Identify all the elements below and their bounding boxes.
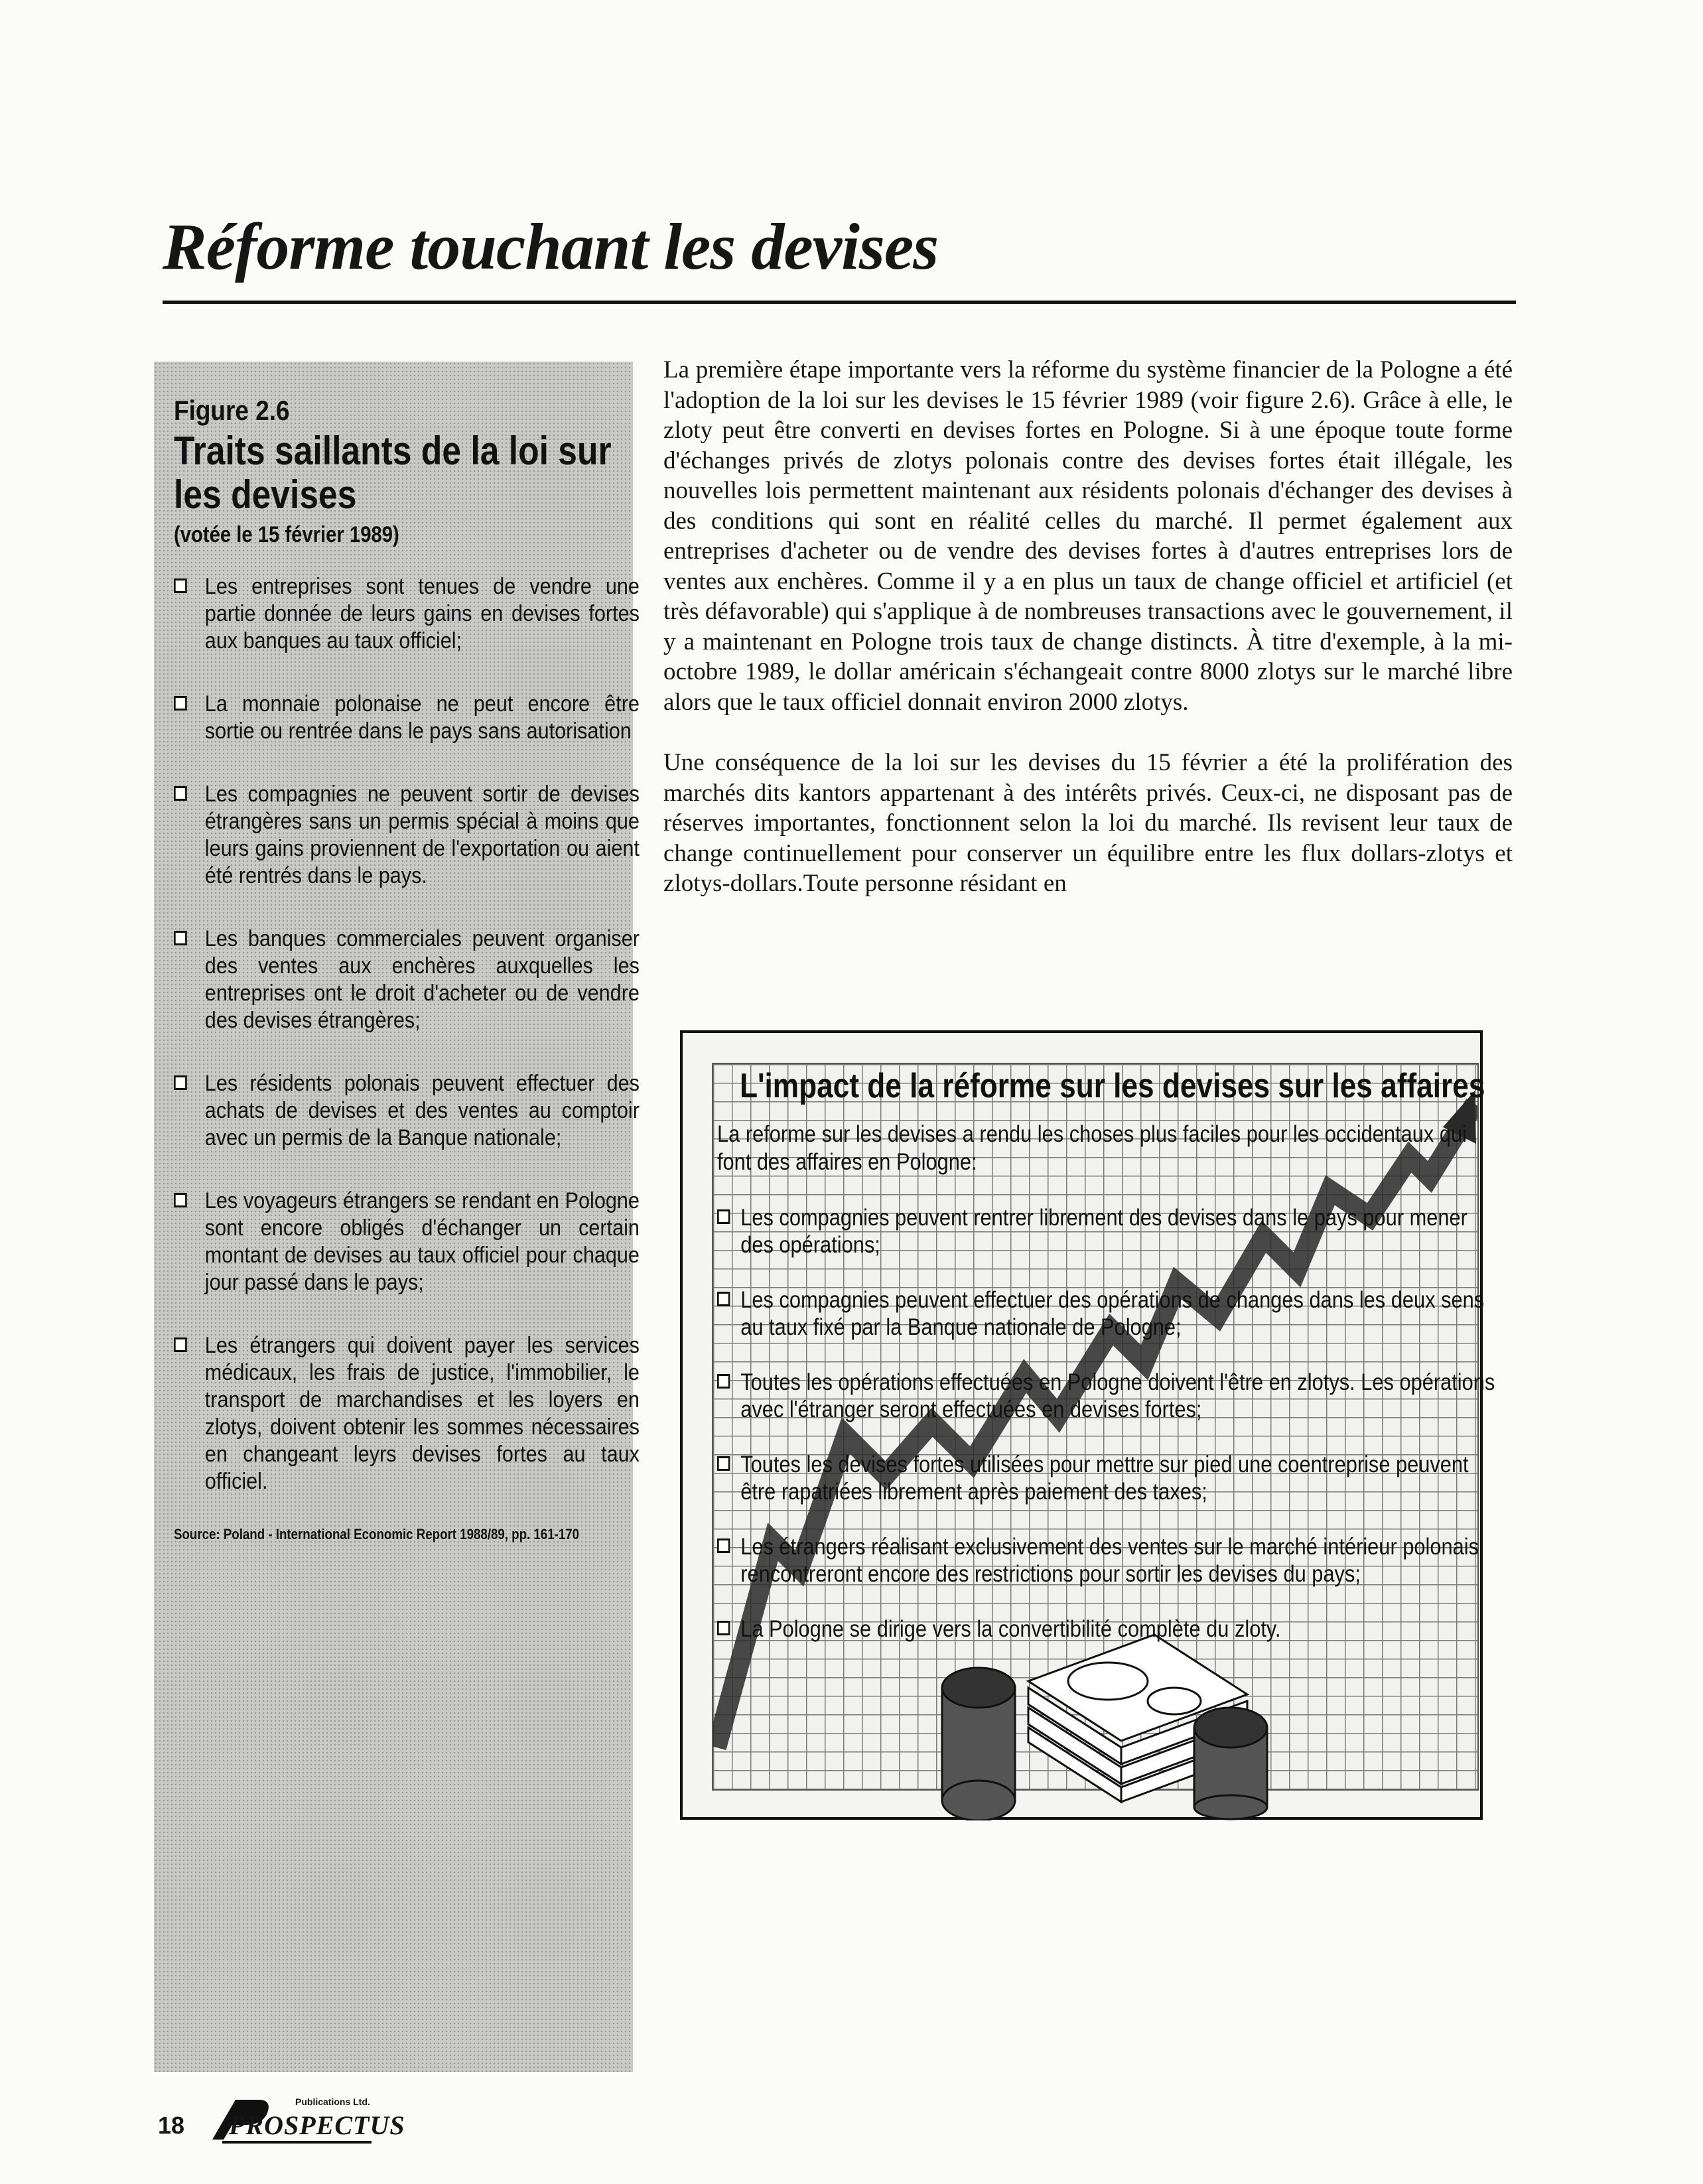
checkbox-icon bbox=[174, 1075, 187, 1090]
body-text bbox=[663, 355, 1513, 899]
checkbox-icon bbox=[717, 1456, 730, 1471]
paragraph: Une conséquence de la loi sur les devises du 15 février a été la prolifération des marchés dits kantors appartenant à des intérêts privés. Ceux-ci, ne disposant pas de réserves importantes, fonctionnent selon la loi du marché. Ils revisent leur taux de change continuellement pour conserver un équilibre entre les flux dollars-zlotys et zlotys-dollars.Toute personne résidant en bbox=[663, 749, 1513, 897]
list-item: Les banques commerciales peuvent organiser des ventes aux enchères auxquelles les entreprises ont le droit d'acheter ou de vendre des devises étrangères; bbox=[174, 925, 640, 1034]
inset-intro: La reforme sur les devises a rendu les choses plus faciles pour les occidentaux qui font des affaires en Pologne: bbox=[717, 1121, 1467, 1175]
inset-title: L'impact de la réforme sur les devises sur les affaires bbox=[740, 1067, 1485, 1105]
list-item: Toutes les opérations effectuées en Pologne doivent l'être en zlotys. Les opérations avec l'étranger seront effectuées en devises fortes; bbox=[717, 1369, 1499, 1423]
list-item: Les compagnies peuvent rentrer librement des devises dans le pays pour mener des opérations; bbox=[717, 1204, 1499, 1259]
figure-subtitle: (votée le 15 février 1989) bbox=[174, 522, 399, 547]
page-number: 18 bbox=[158, 2112, 185, 2139]
figure-label: Figure 2.6 bbox=[174, 395, 290, 426]
checkbox-icon bbox=[174, 696, 187, 711]
impact-inset-box bbox=[680, 1030, 1495, 1820]
figure-source: Source: Poland - International Economic Report 1988/89, pp. 161-170 bbox=[174, 1526, 580, 1542]
list-item: Les entreprises sont tenues de vendre une partie donnée de leurs gains en devises fortes aux banques au taux officiel; bbox=[174, 573, 640, 655]
list-item: Les étrangers réalisant exclusivement des ventes sur le marché intérieur polonais rencontreront encore des restrictions pour sortir les devises du pays; bbox=[717, 1533, 1499, 1588]
publisher-logo-text: PROSPECTUS bbox=[229, 2110, 405, 2140]
checkbox-icon bbox=[174, 579, 187, 593]
checkbox-icon bbox=[174, 1337, 187, 1352]
page-title: Réforme touchant les devises bbox=[163, 210, 939, 283]
list-item: Les résidents polonais peuvent effectuer des achats de devises et des ventes au comptoir avec un permis de la Banque nationale; bbox=[174, 1070, 640, 1152]
checkbox-icon bbox=[174, 786, 187, 801]
checkbox-icon bbox=[717, 1374, 730, 1389]
list-item: Les voyageurs étrangers se rendant en Pologne sont encore obligés d'échanger un certain montant de devises au taux officiel pour chaque jour passé dans le pays; bbox=[174, 1188, 640, 1296]
inset-content bbox=[717, 1066, 1495, 1671]
checkbox-icon bbox=[174, 1193, 187, 1207]
list-item: Les compagnies ne peuvent sortir de devises étrangères sans un permis spécial à moins que leurs gains proviennent de l'exportation ou aient été rentrés dans le pays. bbox=[174, 781, 640, 890]
checkbox-icon bbox=[174, 931, 187, 945]
figure-list bbox=[174, 573, 640, 1495]
title-rule bbox=[163, 301, 1516, 304]
publisher-small-text: Publications Ltd. bbox=[295, 2096, 370, 2107]
list-item: Les étrangers qui doivent payer les services médicaux, les frais de justice, l'immobilier, le transport de marchandises et les loyers en zlotys, doivent obtenir les sommes nécessaires en changeant leyrs devises fortes au taux officiel. bbox=[174, 1332, 640, 1495]
figure-title: Traits saillants de la loi sur les devises bbox=[174, 429, 612, 517]
list-item: La monnaie polonaise ne peut encore être sortie ou rentrée dans le pays sans autorisation bbox=[174, 691, 640, 745]
checkbox-icon bbox=[717, 1538, 730, 1553]
figure-sidebar bbox=[154, 362, 640, 2072]
inset-list bbox=[717, 1204, 1495, 1643]
list-item: Les compagnies peuvent effectuer des opérations de changes dans les deux sens au taux fixé par la Banque nationale de Pologne; bbox=[717, 1286, 1499, 1341]
checkbox-icon bbox=[717, 1209, 730, 1224]
list-item: Toutes les devises fortes utilisées pour mettre sur pied une coentreprise peuvent être rapatriées librement après paiement des taxes; bbox=[717, 1451, 1499, 1505]
paragraph: La première étape importante vers la réforme du système financier de la Pologne a été l'adoption de la loi sur les devises le 15 février 1989 (voir figure 2.6). Grâce à elle, le zloty peut être converti en devises fortes en Pologne. Si à une époque toute forme d'échanges privés de zlotys polonais contre des devises fortes était illégale, les nouvelles lois permettent maintenant aux résidents polonais d'échanger des devises à des conditions qui sont en réalité celles du marché. Il permet également aux entreprises d'acheter ou de vendre des devises fortes à d'autres entreprises lors de ventes aux enchères. Comme il y a en plus un taux de change officiel et artificiel (et très défavorable) qui s'applique à de nombreuses transactions avec le gouvernement, il y a maintenant en Pologne trois taux de change distincts. À titre d'exemple, à la mi-octobre 1989, le dollar américain s'échangeait contre 8000 zlotys sur le marché libre alors que le taux officiel donnait environ 2000 zlotys. bbox=[663, 356, 1513, 716]
list-item: La Pologne se dirige vers la convertibilité complète du zloty. bbox=[717, 1615, 1499, 1643]
checkbox-icon bbox=[717, 1621, 730, 1635]
checkbox-icon bbox=[717, 1292, 730, 1306]
